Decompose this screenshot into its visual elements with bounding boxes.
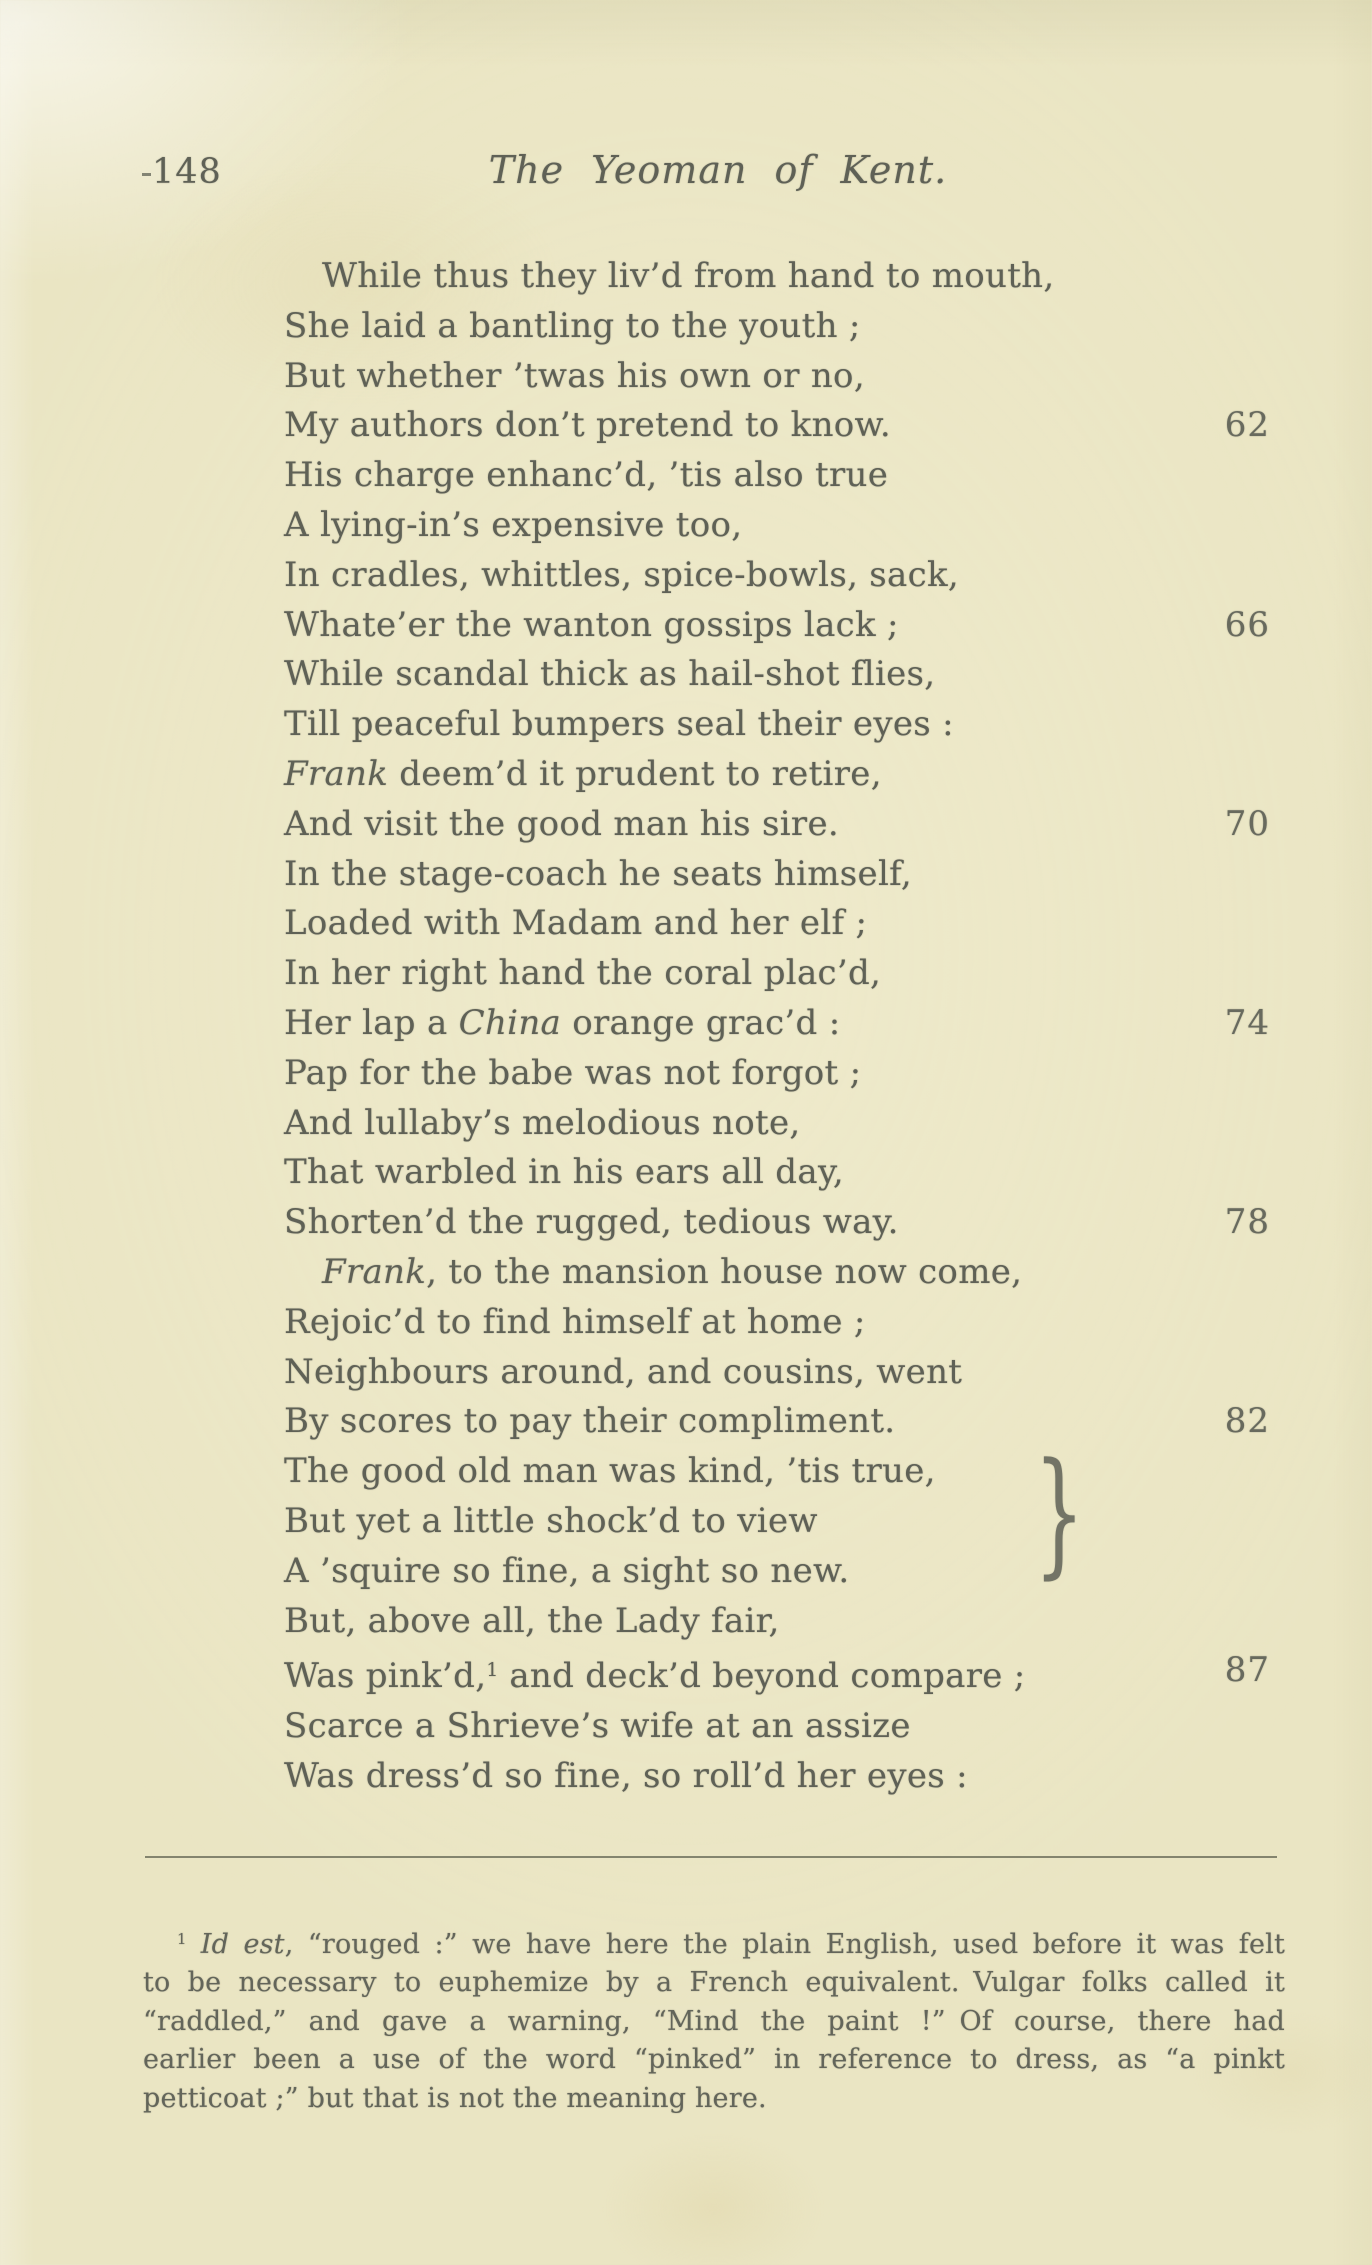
poem-line (284, 1348, 1284, 1398)
text-segment: His charge enhanc’d, ’tis also true (284, 455, 889, 496)
text-segment: petticoat ;” but that is not the meaning here. (143, 2082, 767, 2114)
text-segment: “raddled,” and gave a warning, “Mind the paint !” Of course, there had (143, 2005, 1285, 2037)
verse-line-number: 74 (1224, 1002, 1270, 1043)
verse-line-number: 66 (1224, 604, 1270, 645)
poem-line (284, 1049, 1284, 1099)
footnote (143, 1920, 1285, 2118)
poem-line (284, 1497, 1284, 1547)
text-segment: Neighbours around, and cousins, went (284, 1351, 963, 1392)
text-segment: Whate’er the wanton gossips lack ; (284, 604, 899, 645)
poem-line (284, 1298, 1284, 1348)
text-segment: In her right hand the coral plac’d, (284, 953, 882, 994)
text-segment: But yet a little shock’d to view (284, 1500, 818, 1541)
text-segment: Was dress’d so fine, so roll’d her eyes : (284, 1756, 968, 1797)
poem-line (284, 451, 1284, 501)
text-segment: A ’squire so fine, a sight so new. (284, 1550, 850, 1591)
text-segment: Scarce a Shrieve’s wife at an assize (284, 1706, 911, 1747)
text-segment: and deck’d beyond compare ; (498, 1656, 1026, 1697)
footnote-divider (145, 1856, 1277, 1858)
poem-line (284, 899, 1284, 949)
text-segment (186, 1929, 200, 1960)
text-segment: Till peaceful bumpers seal their eyes : (284, 704, 954, 745)
poem-line (284, 1702, 1284, 1752)
text-segment: The good old man was kind, ’tis true, (284, 1451, 936, 1492)
verse-line-number: 87 (1224, 1650, 1270, 1691)
text-segment: A lying-in’s expensive too, (284, 504, 743, 545)
italic-text: Frank (284, 753, 389, 794)
italic-text: Frank (322, 1251, 427, 1292)
text-segment: Her lap a (284, 1002, 459, 1043)
poem-line (284, 1099, 1284, 1149)
verse-line-number: 70 (1224, 803, 1270, 844)
poem-line (284, 999, 1284, 1049)
superscript-ref: 1 (177, 1930, 187, 1948)
text-segment: But, above all, the Lady fair, (284, 1600, 780, 1641)
poem-line (284, 401, 1284, 451)
footnote-line (143, 1964, 1285, 2002)
poem-line (284, 302, 1284, 352)
poem-line (284, 601, 1284, 651)
verse-line-number: 62 (1224, 405, 1270, 446)
text-segment: My authors don’t pretend to know. (284, 405, 892, 446)
poem-line (284, 1198, 1284, 1248)
italic-text: Id est (200, 1928, 285, 1960)
footnote-line (143, 2003, 1285, 2041)
poem-line (284, 949, 1284, 999)
text-segment: Rejoic’d to find himself at home ; (284, 1301, 866, 1342)
poem-line (284, 501, 1284, 551)
text-segment: Was pink’d, (284, 1656, 487, 1697)
page-number: 148 (142, 152, 222, 192)
poem-line (284, 700, 1284, 750)
poem-line (284, 352, 1284, 402)
text-segment: deem’d it prudent to retire, (388, 753, 882, 794)
text-segment: But whether ’twas his own or no, (284, 355, 865, 396)
text-segment: And lullaby’s melodious note, (284, 1102, 801, 1143)
poem-line (284, 800, 1284, 850)
page-title: The Yeoman of Kent. (488, 148, 948, 192)
text-segment: Shorten’d the rugged, tedious way. (284, 1202, 899, 1243)
poem-line (284, 1148, 1284, 1198)
poem-line (284, 252, 1284, 302)
poem-line (284, 1397, 1284, 1447)
text-segment: , “rouged :” we have here the plain English, used before it was felt (284, 1928, 1286, 1960)
text-segment: While thus they liv’d from hand to mouth, (322, 256, 1055, 296)
text-segment: earlier been a use of the word “pinked” in reference to dress, as “a pinkt (143, 2044, 1285, 2076)
poem-line (284, 551, 1284, 601)
poem-body (284, 252, 1284, 1802)
text-segment: That warbled in his ears all day, (284, 1152, 845, 1193)
superscript-ref: 1 (486, 1660, 499, 1682)
poem-line (284, 1752, 1284, 1802)
text-segment: She laid a bantling to the youth ; (284, 305, 861, 346)
text-segment: to be necessary to euphemize by a French equivalent. Vulgar folks called it (143, 1967, 1285, 1999)
text-segment: In the stage-coach he seats himself, (284, 853, 912, 894)
footnote-line (143, 1920, 1285, 1964)
poem-line (284, 1447, 1284, 1497)
verse-line-number: 78 (1224, 1202, 1270, 1243)
poem-line (284, 1646, 1284, 1702)
poem-line (284, 650, 1284, 700)
text-segment: Loaded with Madam and her elf ; (284, 903, 868, 944)
text-segment: And visit the good man his sire. (284, 803, 840, 844)
text-segment: In cradles, whittles, spice-bowls, sack, (284, 554, 959, 595)
verse-line-number: 82 (1224, 1401, 1270, 1442)
poem-line (284, 850, 1284, 900)
poem-line (284, 1597, 1284, 1647)
text-segment: orange grac’d : (561, 1002, 841, 1043)
text-segment: Pap for the babe was not forgot ; (284, 1052, 862, 1093)
poem-line (284, 750, 1284, 800)
triplet-brace: } (1034, 1434, 1085, 1593)
text-segment: While scandal thick as hail-shot flies, (284, 654, 936, 695)
text-segment: , to the mansion house now come, (426, 1251, 1023, 1292)
poem-line (284, 1547, 1284, 1597)
italic-text: China (458, 1002, 562, 1043)
text-segment: By scores to pay their compliment. (284, 1401, 896, 1442)
footnote-line (143, 2080, 1285, 2118)
footnote-line (143, 2041, 1285, 2079)
poem-line (284, 1248, 1284, 1298)
